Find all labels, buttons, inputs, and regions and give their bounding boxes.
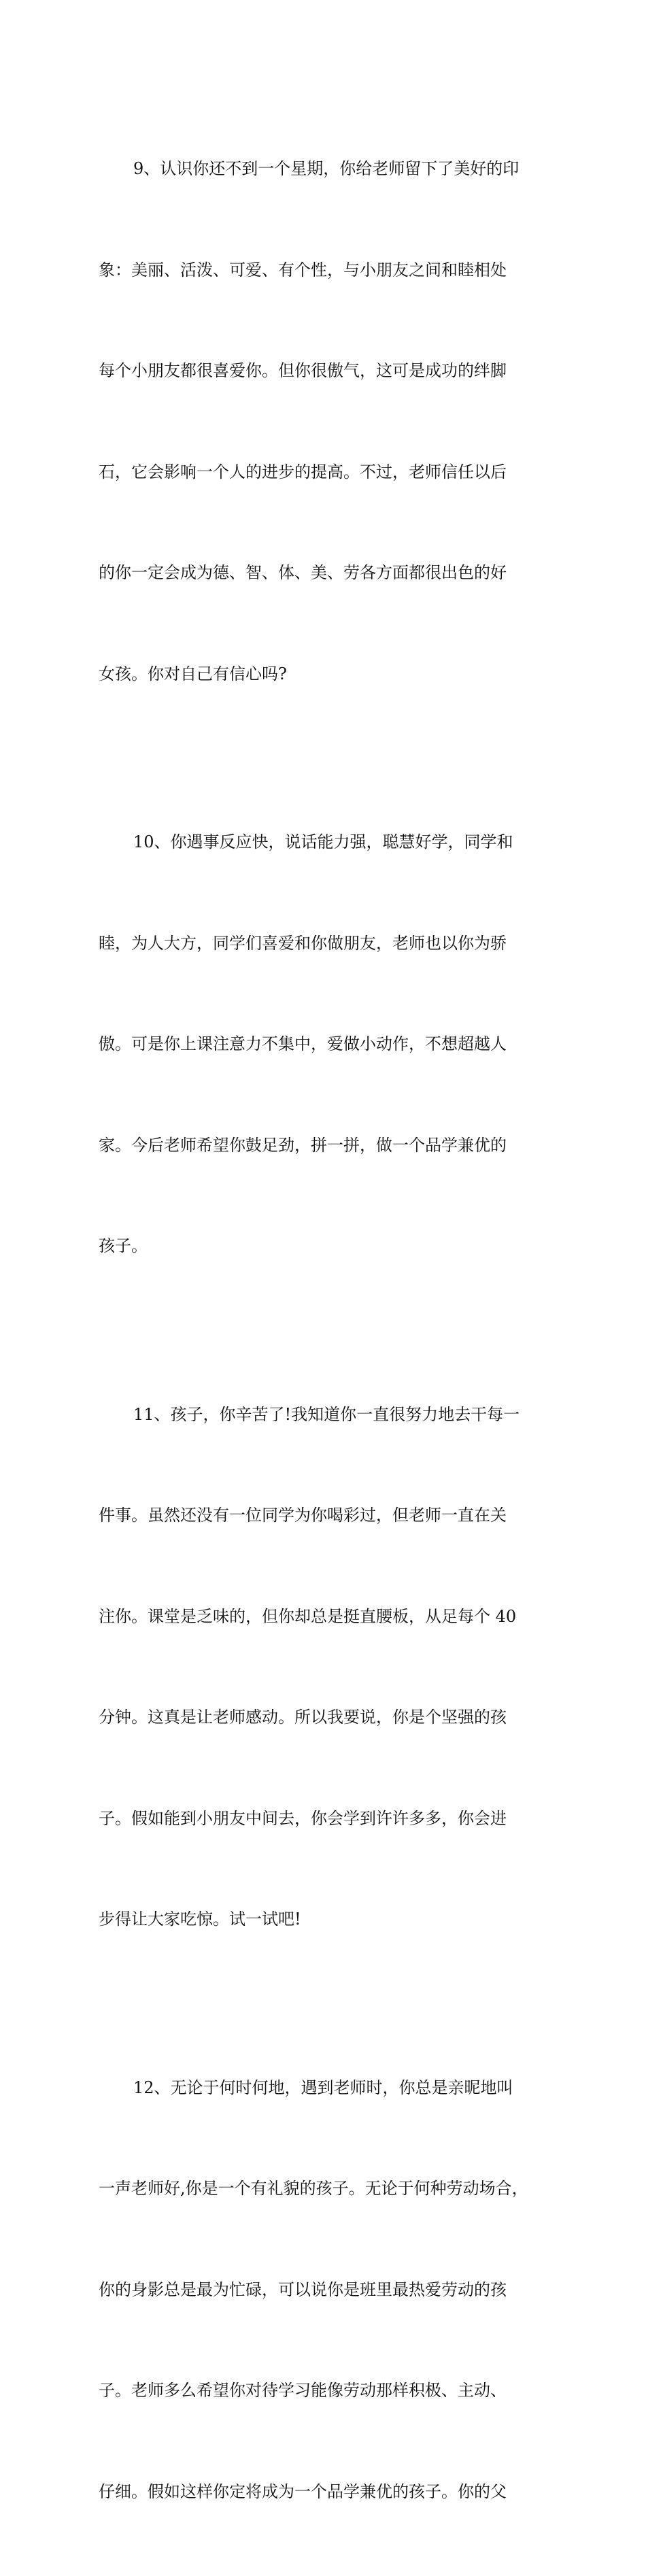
paragraph-12 [99, 2004, 551, 2576]
text-line: 睦，为人大方，同学们喜爱和你做朋友，老师也以你为骄 [99, 927, 551, 961]
text-line: 12、无论于何时何地，遇到老师时，你总是亲昵地叫 [99, 2071, 551, 2105]
text-line: 的你一定会成为德、智、体、美、劳各方面都很出色的好 [99, 556, 551, 590]
paragraph-10 [99, 758, 551, 1331]
text-line: 仔细。假如这样你定将成为一个品学兼优的孩子。你的父 [99, 2475, 551, 2509]
document-body [99, 85, 551, 2576]
text-line: 注你。课堂是乏味的，但你却总是挺直腰板，从足每个 40 [99, 1600, 551, 1634]
text-line: 子。假如能到小朋友中间去，你会学到许许多多，你会进 [99, 1802, 551, 1836]
text-line: 分钟。这真是让老师感动。所以我要说，你是个坚强的孩 [99, 1701, 551, 1735]
text-line: 一声老师好,你是一个有礼貌的孩子。无论于何种劳动场合， [99, 2172, 551, 2206]
text-line: 家。今后老师希望你鼓足劲，拼一拼，做一个品学兼优的 [99, 1129, 551, 1163]
document-page [0, 0, 646, 914]
text-line: 11、孩子，你辛苦了!我知道你一直很努力地去干每一 [99, 1398, 551, 1432]
text-line: 傲。可是你上课注意力不集中，爱做小动作，不想超越人 [99, 1028, 551, 1062]
text-line: 件事。虽然还没有一位同学为你喝彩过，但老师一直在关 [99, 1499, 551, 1533]
text-line: 每个小朋友都很喜爱你。但你很傲气，这可是成功的绊脚 [99, 354, 551, 388]
text-line: 孩子。 [99, 1230, 551, 1264]
text-line: 子。老师多么希望你对待学习能像劳动那样积极、主动、 [99, 2374, 551, 2408]
text-line: 象：美丽、活泼、可爱、有个性，与小朋友之间和睦相处 [99, 254, 551, 288]
text-line: 石，它会影响一个人的进步的提高。不过，老师信任以后 [99, 456, 551, 490]
text-line: 10、你遇事反应快，说话能力强，聪慧好学，同学和 [99, 826, 551, 860]
text-line: 女孩。你对自己有信心吗? [99, 658, 551, 692]
paragraph-11 [99, 1331, 551, 2004]
text-line: 9、认识你还不到一个星期，你给老师留下了美好的印 [99, 152, 551, 186]
text-line: 你的身影总是最为忙碌，可以说你是班里最热爱劳动的孩 [99, 2273, 551, 2307]
text-line: 步得让大家吃惊。试一试吧! [99, 1903, 551, 1937]
paragraph-9 [99, 85, 551, 758]
